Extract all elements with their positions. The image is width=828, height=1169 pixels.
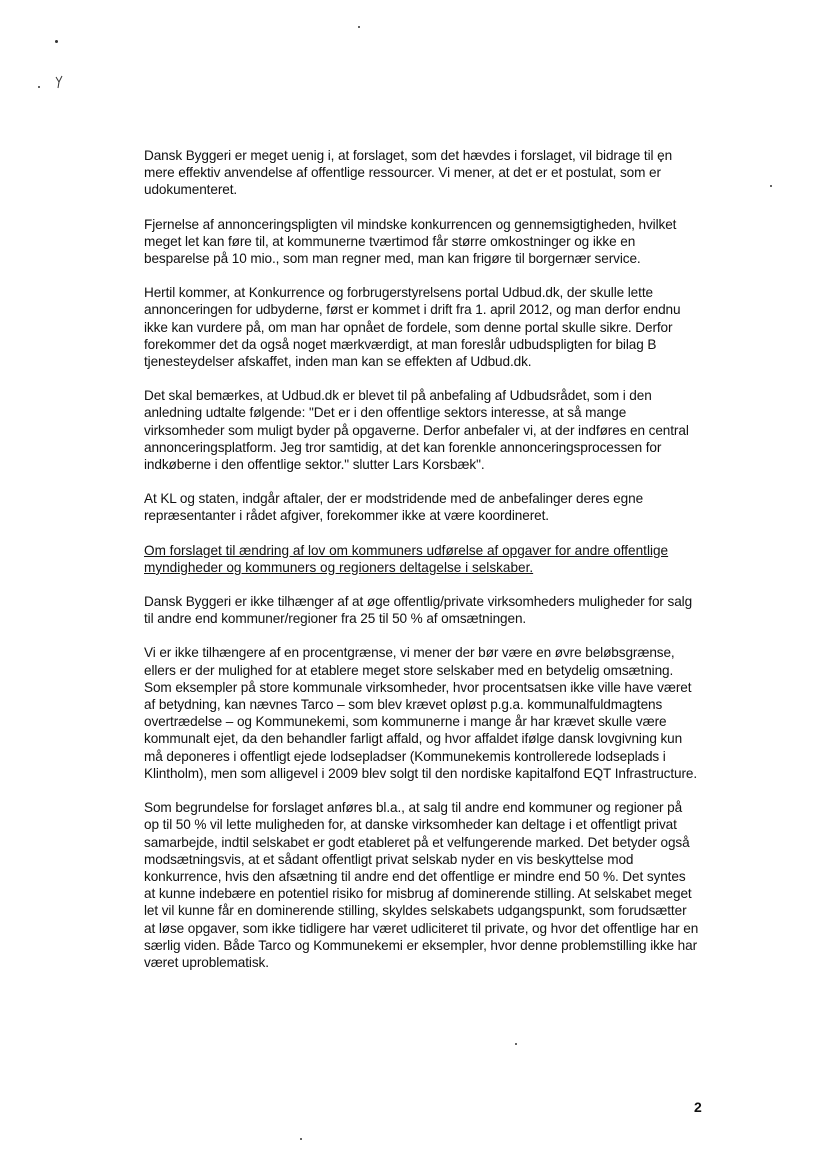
- paragraph: Vi er ikke tilhængere af en procentgrænse, vi mener der bør være en øvre beløbsgrænse, ellers er der mulighed for at etablere meget store selskaber med en betydelig omsætning. Som eksempler på store kommunale virksomheder, hvor procentsatsen ikke ville have været af betydning, kan nævnes Tarco – som blev krævet opløst p.g.a. kommunalfuldmagtens overtrædelse – og Kommunekemi, som kommunerne i mange år har krævet skulle være kommunalt ejet, da den behandler farligt affald, og hvor affaldet ifølge dansk lovgivning kun må deponeres i offentligt ejede lodsepladser (Kommunekemis kontrollerede lodseplads i Klintholm), men som alligevel i 2009 blev solgt til den nordiske kapitalfond EQT Infrastructure.: [144, 645, 698, 781]
- document-body: [144, 147, 700, 988]
- scan-mark-icon: [52, 74, 66, 90]
- paragraph: At KL og staten, indgår aftaler, der er modstridende med de anbefalinger deres egne repræsentanter i rådet afgiver, forekommer ikke at være koordineret.: [144, 491, 644, 524]
- scan-speck: [300, 1138, 302, 1140]
- paragraph: Som begrundelse for forslaget anføres bl.a., at salg til andre end kommuner og regioner på op til 50 % vil lette muligheden for, at danske virksomheder kan deltage i et offentligt privat samarbejde, indtil selskabet er godt etableret på et velfungerende marked. Det betyder også modsætningsvis, at et sådant offentligt privat selskab nyder en vis beskyttelse mod konkurrence, hvis den afsætning til andre end det offentlige er mindre end 50 %. Det syntes at kunne indebære en potentiel risiko for misbrug af dominerende stilling. At selskabet meget let vil kunne får en dominerende stilling, skyldes selskabets udgangspunkt, som forudsætter at løse opgaver, som ikke tidligere har været udliciteret til private, og hvor det offentlige har en særlig viden. Både Tarco og Kommunekemi er eksempler, hvor denne problemstilling ikke har været uproblematisk.: [144, 800, 699, 970]
- section-heading: Om forslaget til ændring af lov om kommuners udførelse af opgaver for andre offentlige myndigheder og kommuners og regioners deltagelse i selskaber.: [144, 542, 669, 575]
- paragraph: Hertil kommer, at Konkurrence og forbrugerstyrelsens portal Udbud.dk, der skulle lette annonceringen for udbyderne, først er kommet i drift fra 1. april 2012, og man derfor endnu ikke kan vurdere på, om man har opnået de fordele, som denne portal skulle sikre. Derfor forekommer det da også noget mærkværdigt, at man foreslår udbudspligten for bilag B tjenesteydelser afskaffet, inden man kan se effekten af Udbud.dk.: [144, 285, 681, 370]
- scan-speck: [38, 86, 40, 88]
- scan-speck: [55, 40, 58, 43]
- scan-speck: [358, 26, 360, 28]
- paragraph: Fjernelse af annonceringspligten vil mindske konkurrencen og gennemsigtigheden, hvilket meget let kan føre til, at kommunerne tværtimod får større omkostninger og ikke en besparelse på 10 mio., som man regner med, man kan frigøre til borgernær service.: [144, 216, 677, 267]
- paragraph: Dansk Byggeri er ikke tilhænger af at øge offentlig/private virksomheders muligheder for salg til andre end kommuner/regioner fra 25 til 50 % af omsætningen.: [144, 594, 693, 627]
- paragraph: Det skal bemærkes, at Udbud.dk er blevet til på anbefaling af Udbudsrådet, som i den anledning udtalte følgende: "Det er i den offentlige sektors interesse, at så mange virksomheder som muligt byder på opgaverne. Derfor anbefaler vi, at der indføres en central annonceringsplatform. Jeg tror samtidig, at det kan forenkle annonceringsprocessen for indkøberne i den offentlige sektor." slutter Lars Korsbæk".: [144, 388, 689, 473]
- scan-speck: [515, 1043, 517, 1045]
- paragraph: Dansk Byggeri er meget uenig i, at forslaget, som det hævdes i forslaget, vil bidrage til en mere effektiv anvendelse af offentlige ressourcer. Vi mener, at det er et postulat, som er udokumenteret.: [144, 148, 673, 198]
- scan-speck: [770, 185, 772, 187]
- page-number: 2: [694, 1099, 702, 1115]
